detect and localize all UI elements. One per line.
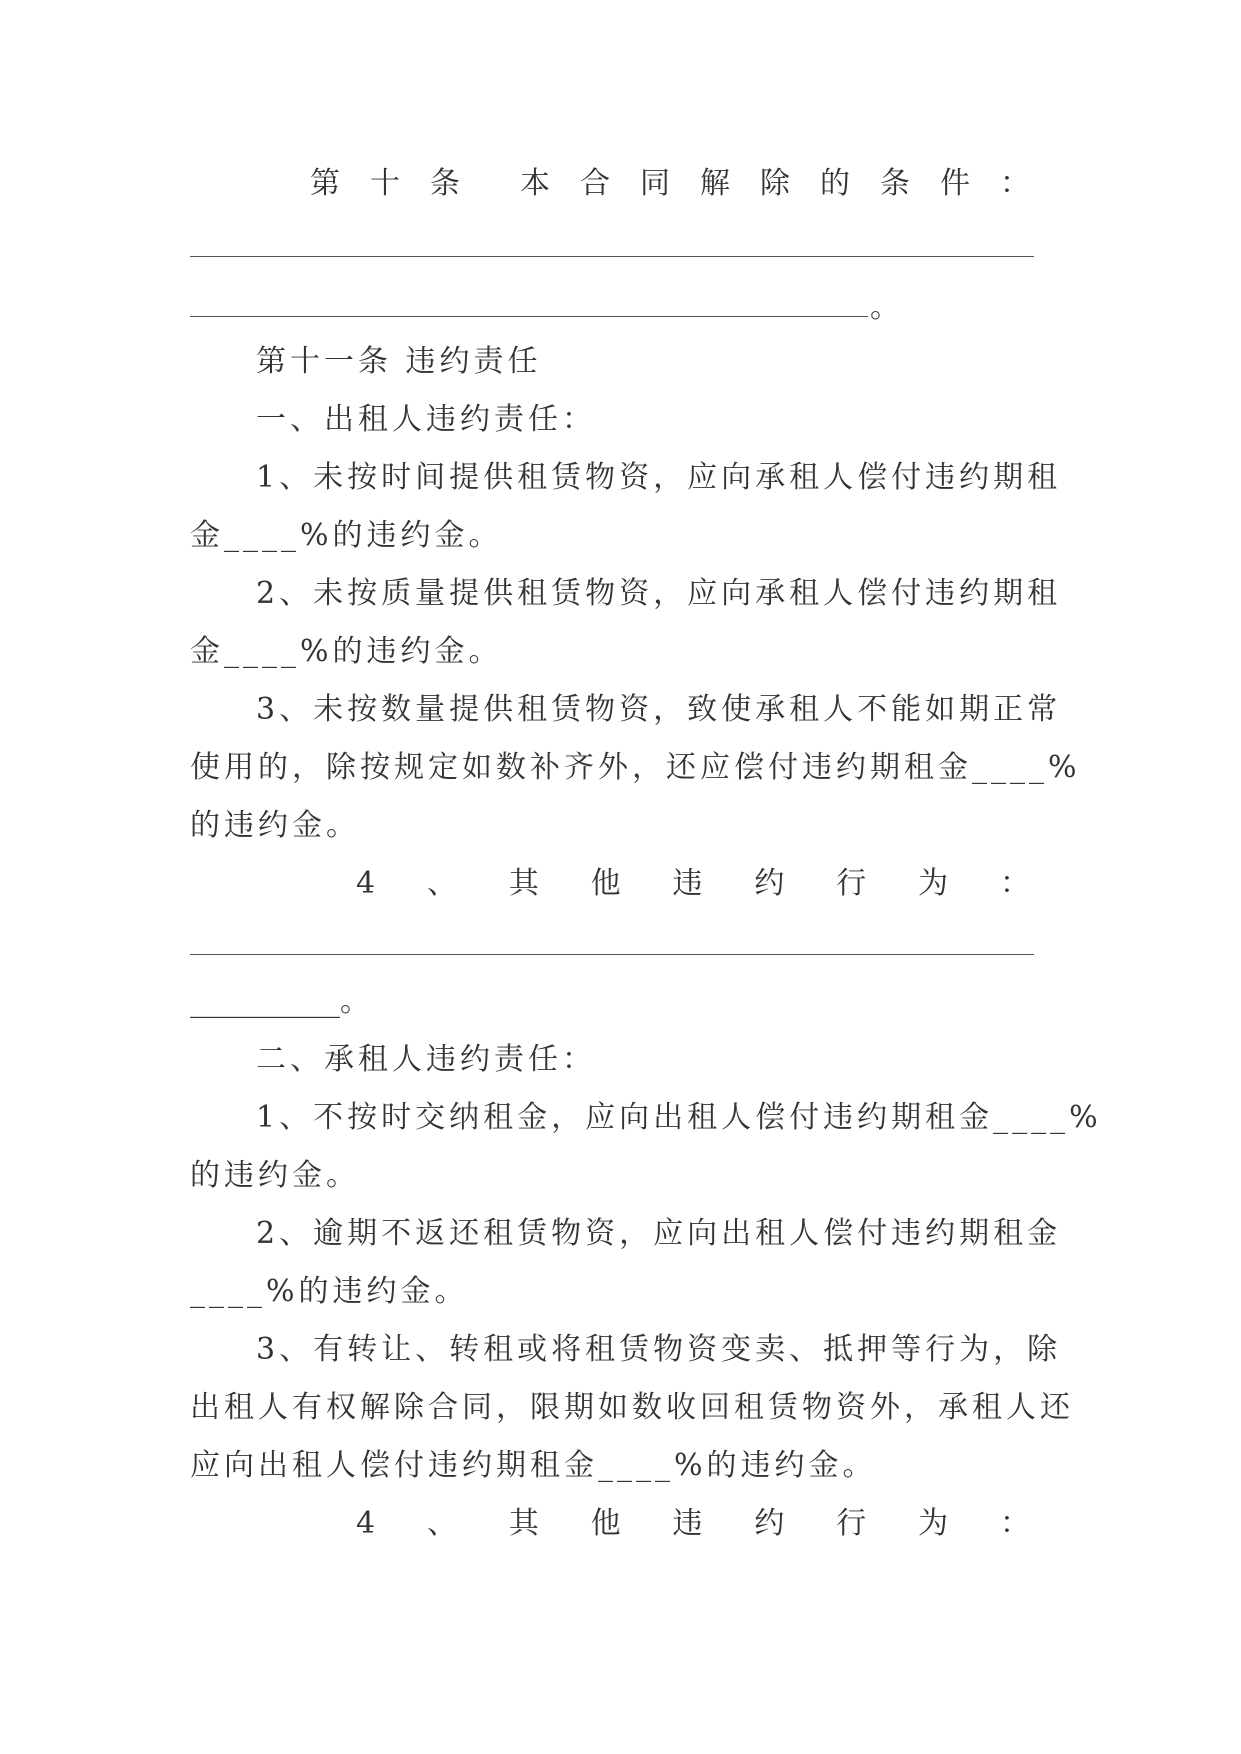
article10-end-mark: 。: [870, 290, 904, 325]
lessor-item2-line1: 2、未按质量提供租赁物资，应向承租人偿付违约期租: [256, 576, 1062, 611]
heading-char: 十: [370, 166, 400, 201]
heading-char: 第: [310, 166, 340, 201]
lessor-item1-line1: 1、未按时间提供租赁物资，应向承租人偿付违约期租: [256, 460, 1062, 495]
lessee-item3-line1: 3、有转让、转租或将租赁物资变卖、抵押等行为，除: [256, 1332, 1062, 1367]
lessor-item3-line2: 使用的，除按规定如数补齐外，还应偿付违约期租金____%: [190, 750, 1081, 785]
blank-line: [190, 954, 1034, 955]
lessee-item1-line1: 1、不按时交纳租金，应向出租人偿付违约期租金____%: [256, 1100, 1102, 1135]
item4-char: 为: [918, 1506, 949, 1541]
blank-line: [190, 256, 1034, 257]
lessor-item3-line1: 3、未按数量提供租赁物资，致使承租人不能如期正常: [256, 692, 1062, 727]
item4-char: 其: [508, 1506, 539, 1541]
lessee-item3-line2: 出租人有权解除合同，限期如数收回租赁物资外，承租人还: [190, 1390, 1074, 1425]
item4-char: 行: [836, 1506, 867, 1541]
item4-char: 为: [918, 866, 949, 901]
heading-char: 件: [940, 166, 970, 201]
heading-char: 合: [580, 166, 610, 201]
heading-char: 除: [760, 166, 790, 201]
item4-char: ：: [999, 1506, 1030, 1541]
item4-char: 他: [590, 1506, 621, 1541]
item4-char: 违: [672, 866, 703, 901]
lessor-item4-heading: [356, 864, 1030, 904]
heading-char: 的: [820, 166, 850, 201]
article10-heading: [310, 164, 1030, 204]
lessor-item1-line2: 金____%的违约金。: [190, 518, 503, 553]
item4-char: 、: [426, 1506, 457, 1541]
heading-char: 条: [430, 166, 460, 201]
item4-char: 其: [508, 866, 539, 901]
item4-char: 、: [426, 866, 457, 901]
lessee-item4-heading: [356, 1504, 1030, 1544]
item4-char: 约: [754, 866, 785, 901]
item4-char: 约: [754, 1506, 785, 1541]
lessee-heading: 二、承租人违约责任：: [256, 1042, 596, 1077]
heading-char: 条: [880, 166, 910, 201]
lessee-item2-line2: ____%的违约金。: [190, 1274, 469, 1309]
lessee-item3-line3: 应向出租人偿付违约期租金____%的违约金。: [190, 1448, 877, 1483]
item4-char: 行: [836, 866, 867, 901]
lessee-item2-line1: 2、逾期不返还租赁物资，应向出租人偿付违约期租金: [256, 1216, 1062, 1251]
blank-line: [190, 316, 868, 317]
lessor-item3-line3: 的违约金。: [190, 808, 360, 843]
item4-char: 违: [672, 1506, 703, 1541]
lessee-item1-line2: 的违约金。: [190, 1158, 360, 1193]
heading-char: ：: [1000, 166, 1030, 201]
item4-char: ：: [999, 866, 1030, 901]
heading-char: 本: [520, 166, 550, 201]
item4-char: 他: [590, 866, 621, 901]
heading-char: 同: [640, 166, 670, 201]
item4-char: 4: [356, 866, 376, 901]
article11-title: 第十一条 违约责任: [256, 344, 542, 379]
item4-char: 4: [356, 1506, 376, 1541]
lessor-item4-end: __________。: [190, 984, 370, 1019]
lessor-heading: 一、出租人违约责任：: [256, 402, 596, 437]
heading-char: 解: [700, 166, 730, 201]
lessor-item2-line2: 金____%的违约金。: [190, 634, 503, 669]
